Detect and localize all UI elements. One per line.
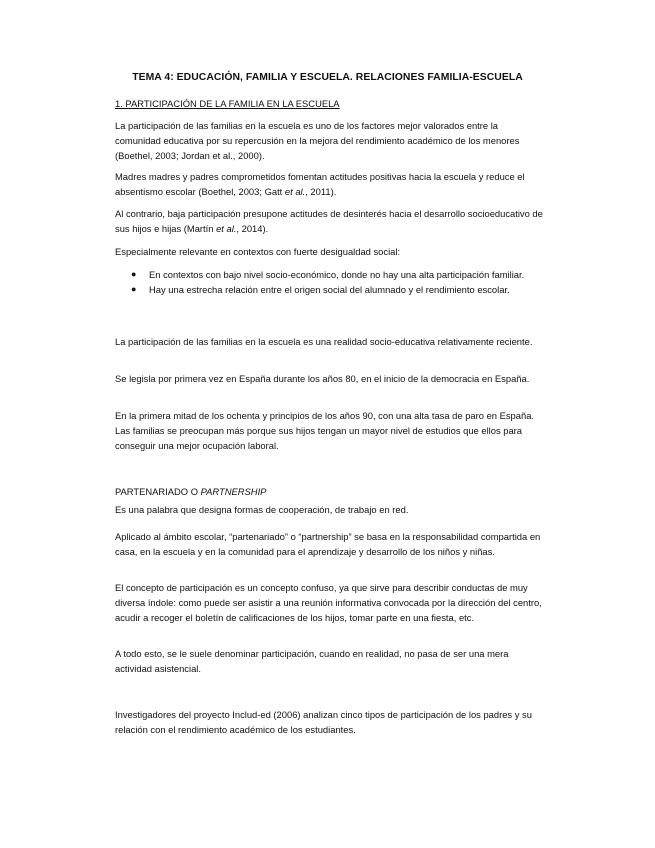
paragraph-italic: et al.: [284, 186, 306, 197]
paragraph: Investigadores del proyecto Includ-ed (2006) analizan cinco tipos de participación de los padres y su relación con el rendimiento académico de los estudiantes.: [115, 709, 532, 735]
paragraph: El concepto de participación es un concepto confuso, ya que sirve para describir conductas de muy diversa índole: como puede ser asistir a una reunión informativa convocada por la dirección del centro, acudir a recoger el boletín de calificaciones de los hijos, tomar parte en una fiesta, etc.: [115, 582, 542, 623]
heading-italic: PARTNERSHIP: [200, 486, 267, 497]
list-item: [131, 267, 531, 282]
paragraph-text: Madres madres y padres comprometidos fomentan actitudes positivas hacia la escuela y reduce el absentismo escolar (Boethel, 2003; Gatt: [115, 171, 525, 197]
paragraph-text: , 2014).: [236, 223, 269, 234]
list-item: [131, 282, 531, 297]
paragraph: [115, 206, 545, 236]
page-title: TEMA 4: EDUCACIÓN, FAMILIA Y ESCUELA. RELACIONES FAMILIA-ESCUELA: [132, 72, 523, 83]
paragraph: La participación de las familias en la escuela es una realidad socio-educativa relativamente reciente.: [115, 336, 533, 347]
paragraph-italic: et al.: [216, 223, 237, 234]
paragraph: Es una palabra que designa formas de cooperación, de trabajo en red.: [115, 504, 409, 515]
list-item-text: En contextos con bajo nivel socio-económico, donde no hay una alta participación familiar.: [149, 269, 525, 280]
list-item-text: Hay una estrecha relación entre el origen social del alumnado y el rendimiento escolar.: [149, 284, 510, 295]
bullet-icon: ●: [131, 269, 137, 279]
paragraph: [115, 169, 545, 199]
paragraph: Especialmente relevante en contextos con fuerte desigualdad social:: [115, 246, 401, 257]
section-heading-partenariado: [115, 484, 266, 499]
paragraph: Se legisla por primera vez en España durante los años 80, en el inicio de la democracia en España.: [115, 373, 530, 384]
paragraph: La participación de las familias en la escuela es uno de los factores mejor valorados entre la comunidad educativa por su repercusión en la mejora del rendimiento académico de los menores (Boethel, 2003; Jordan et al., 2000).: [115, 120, 520, 161]
heading-text: PARTENARIADO O: [115, 486, 201, 497]
paragraph-text: Al contrario, baja participación presupone actitudes de desinterés hacia el desarrollo socioeducativo de sus hijos e hijas (Martín: [115, 208, 543, 234]
paragraph: A todo esto, se le suele denominar participación, cuando en realidad, no pasa de ser una mera actividad asistencial.: [115, 648, 509, 674]
paragraph: En la primera mitad de los ochenta y principios de los años 90, con una alta tasa de paro en España. Las familias se preocupan más porque sus hijos tengan un mayor nivel de estudios que ellos para conseguir una mejor ocupación laboral.: [115, 410, 535, 451]
paragraph: Aplicado al ámbito escolar, “partenariado” o “partnership” se basa en la responsabilidad compartida en casa, en la escuela y en la comunidad para el aprendizaje y desarrollo de los niños y niñas.: [115, 531, 541, 557]
section-heading-participacion: 1. PARTICIPACIÓN DE LA FAMILIA EN LA ESCUELA: [115, 98, 340, 109]
paragraph-text: , 2011).: [305, 186, 337, 197]
bullet-list: [131, 267, 531, 297]
bullet-icon: ●: [131, 284, 137, 294]
